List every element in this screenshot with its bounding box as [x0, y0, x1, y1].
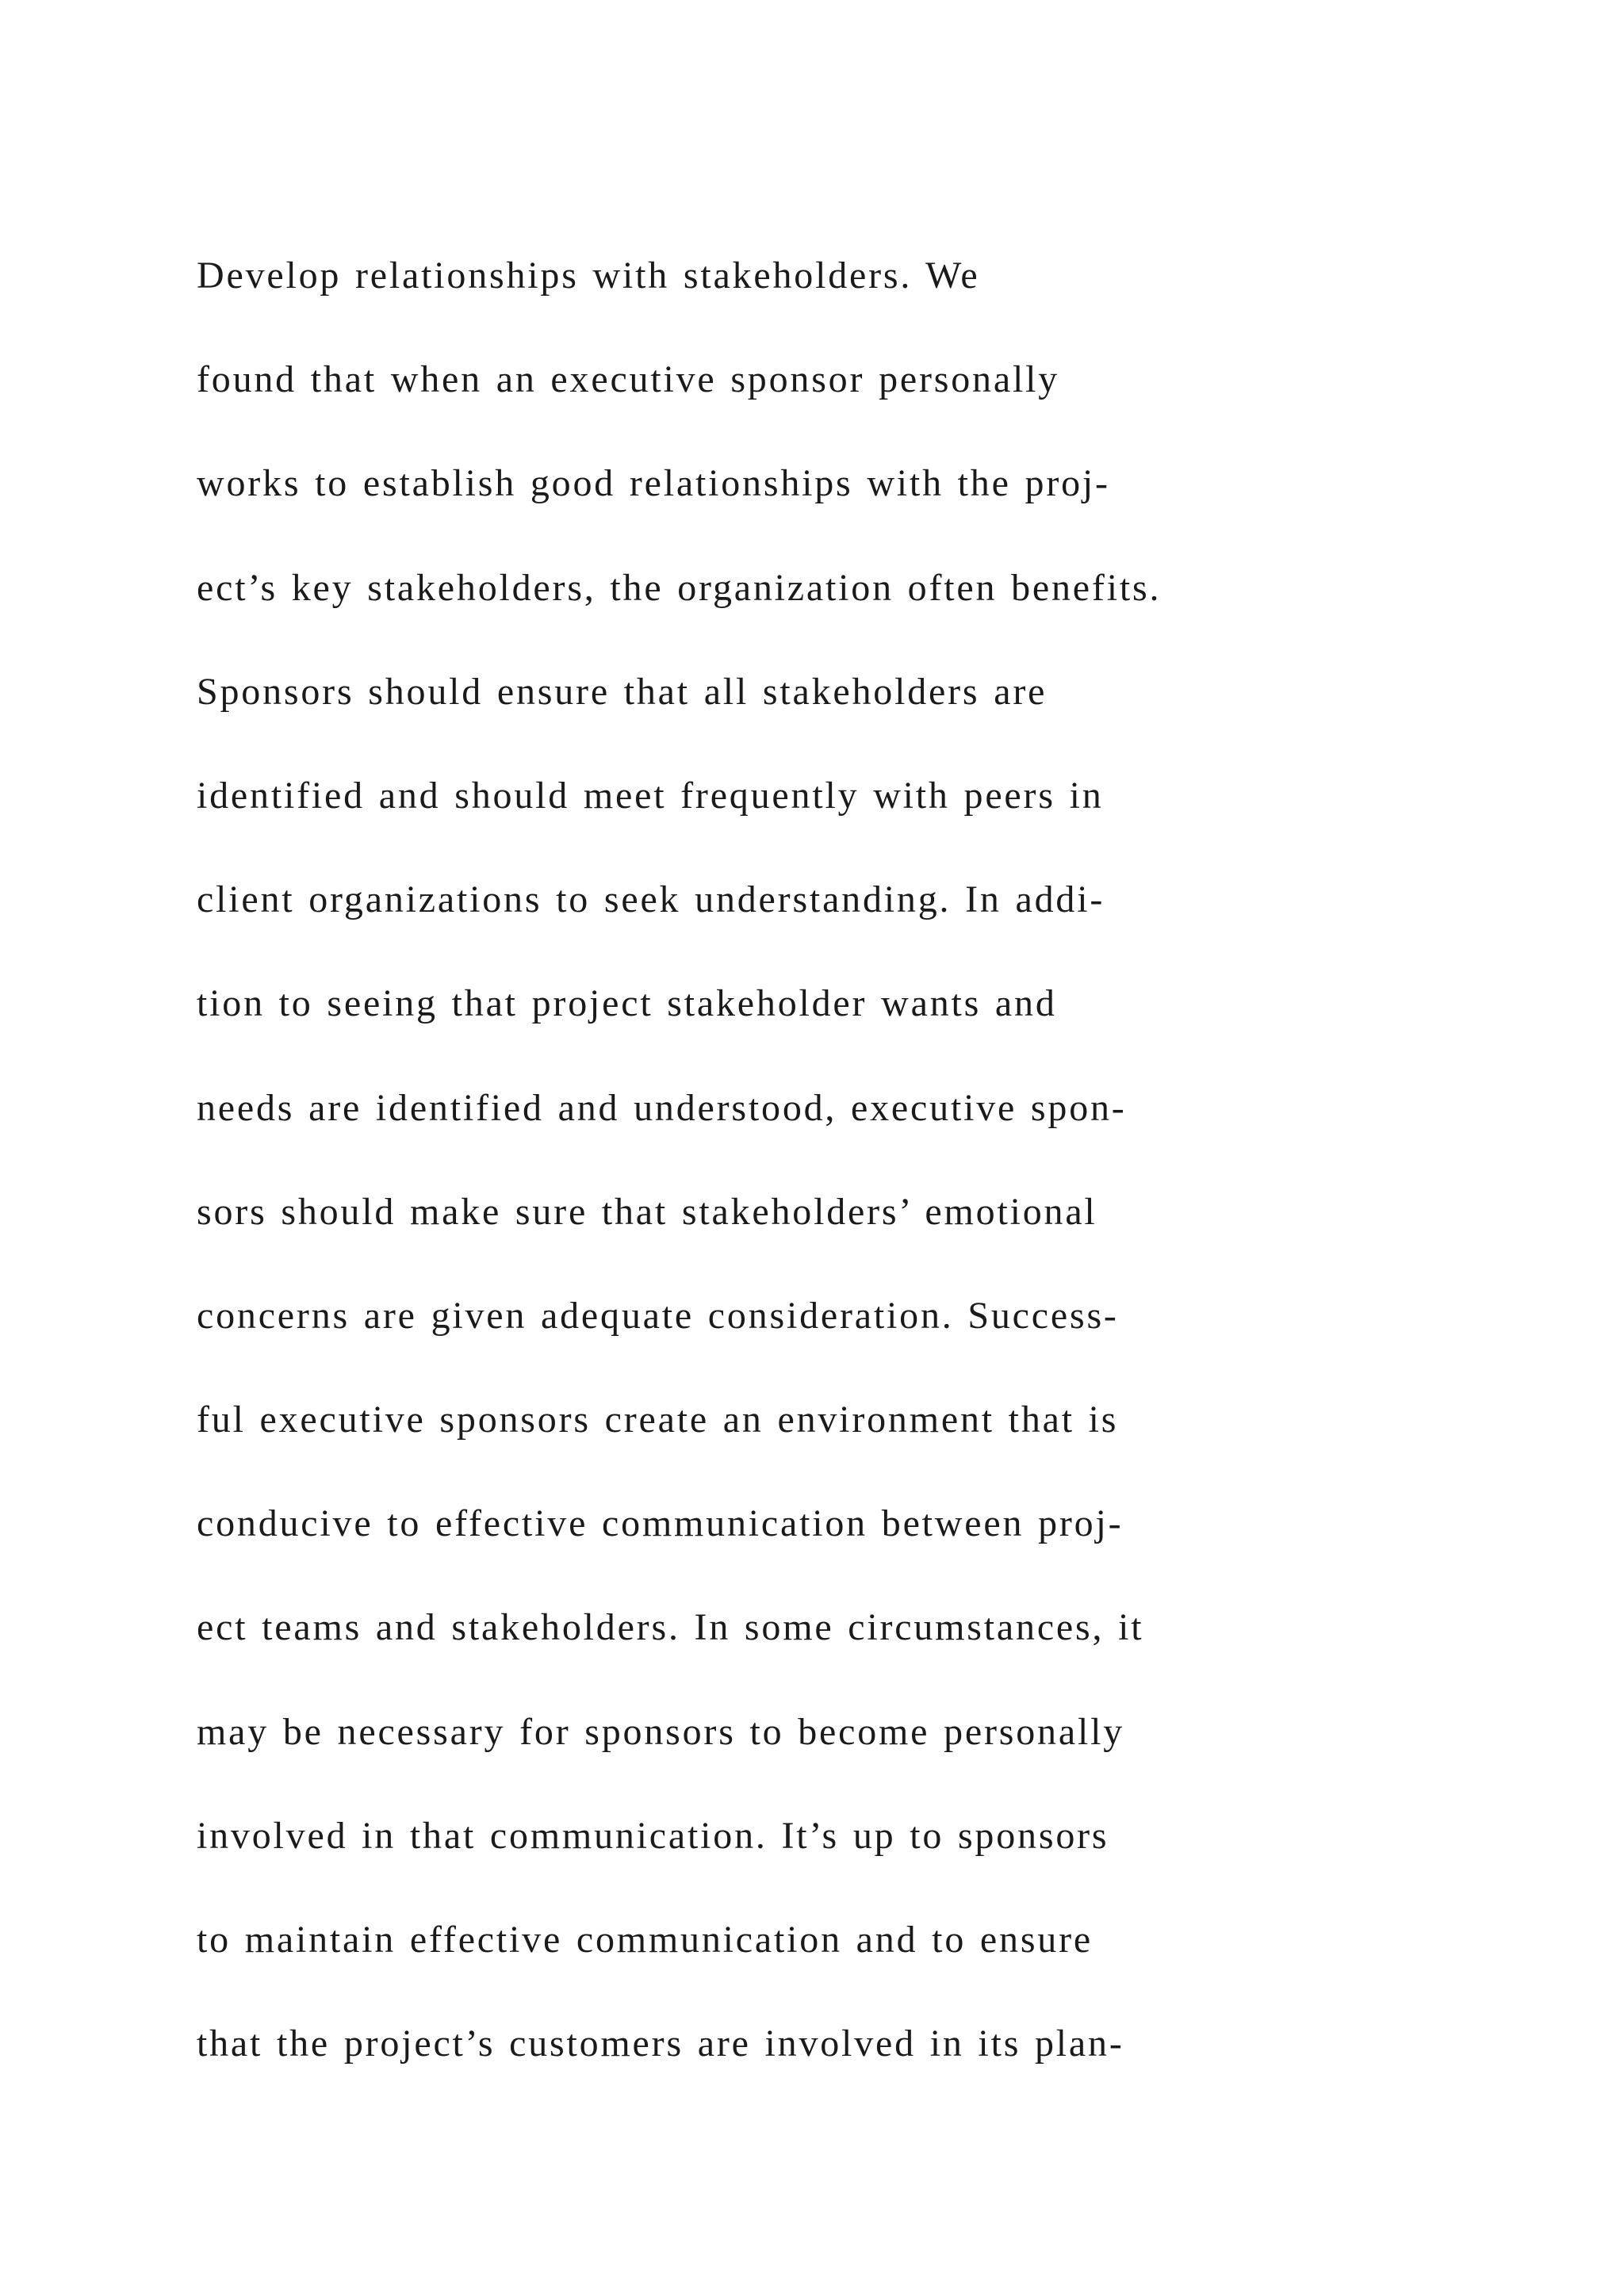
- text-line: tion to seeing that project stakeholder wants and: [197, 982, 1057, 1025]
- text-line: to maintain effective communication and to ensure: [197, 1919, 1093, 1961]
- text-line: client organizations to seek understanding. In addi-: [197, 878, 1105, 921]
- text-line: Develop relationships with stakeholders. We: [197, 254, 980, 297]
- text-line: needs are identified and understood, executive spon-: [197, 1086, 1127, 1129]
- text-line: involved in that communication. It’s up to sponsors: [197, 1814, 1109, 1857]
- body-text: [197, 247, 1545, 2119]
- text-line: may be necessary for sponsors to become personally: [197, 1710, 1125, 1753]
- text-line: works to establish good relationships with the proj-: [197, 462, 1110, 505]
- text-line: ect’s key stakeholders, the organization often benefits.: [197, 566, 1162, 609]
- text-line: Sponsors should ensure that all stakeholders are: [197, 670, 1048, 713]
- text-line: concerns are given adequate consideration. Success-: [197, 1294, 1119, 1337]
- text-line: found that when an executive sponsor personally: [197, 358, 1060, 401]
- text-line: ful executive sponsors create an environment that is: [197, 1399, 1119, 1441]
- text-line: that the project’s customers are involved in its plan-: [197, 2022, 1124, 2065]
- text-line: identified and should meet frequently with peers in: [197, 774, 1104, 817]
- text-line: ect teams and stakeholders. In some circumstances, it: [197, 1606, 1144, 1649]
- text-line: sors should make sure that stakeholders’ emotional: [197, 1190, 1097, 1233]
- text-line: conducive to effective communication between proj-: [197, 1502, 1124, 1545]
